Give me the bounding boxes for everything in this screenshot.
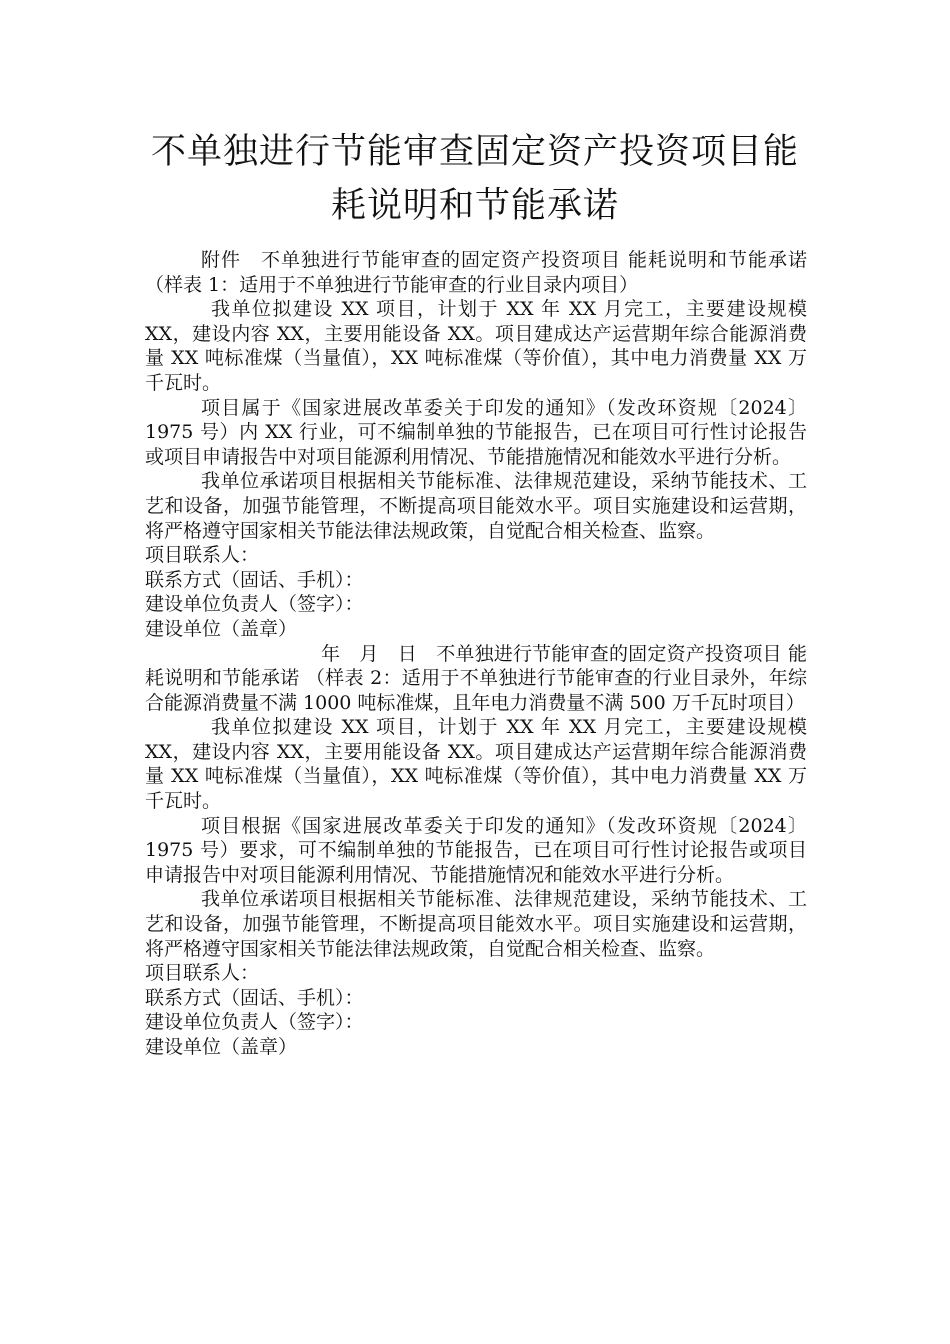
sample1-responsible-signature: 建设单位负责人（签字）：	[145, 593, 364, 616]
sample2-unit-seal: 建设单位（盖章）	[145, 1036, 298, 1058]
sample1-contact-method: 联系方式（固话、手机）：	[145, 568, 364, 591]
document-title-line-1: 不单独进行节能审查固定资产投资项目能	[150, 132, 799, 172]
sample2-heading: 年 月 日 不单独进行节能审查的固定资产投资项目 能耗说明和节能承诺 （样表 2：适用于不单独进行节能审查的行业目录外，年综合能源消费量不满 1000 吨标准煤，且年电力消费量不满 500 万千瓦时项目）	[145, 642, 807, 714]
sample1-paragraph-2: 项目属于《国家进展改革委关于印发的通知》（发改环资规〔2024〕1975 号）内 XX 行业，可不编制单独的节能报告，已在项目可行性讨论报告或项目申请报告中对项目能源利用情况、节能措施情况和能效水平进行分析。	[145, 396, 807, 468]
sample1-paragraph-3: 我单位承诺项目根据相关节能标准、法律规范建设，采纳节能技术、工艺和设备，加强节能管理，不断提高项目能效水平。项目实施建设和运营期，将严格遵守国家相关节能法律法规政策，自觉配合相关检查、监察。	[145, 470, 807, 542]
sample2-paragraph-3: 我单位承诺项目根据相关节能标准、法律规范建设，采纳节能技术、工艺和设备，加强节能管理，不断提高项目能效水平。项目实施建设和运营期，将严格遵守国家相关节能法律法规政策，自觉配合相关检查、监察。	[145, 888, 807, 960]
document-body	[145, 248, 807, 1060]
sample2-contact-person: 项目联系人：	[145, 962, 260, 985]
sample1-heading: 附件 不单独进行节能审查的固定资产投资项目 能耗说明和节能承诺 （样表 1：适用于不单独进行节能审查的行业目录内项目）	[145, 249, 807, 296]
sample1-paragraph-1: 我单位拟建设 XX 项目，计划于 XX 年 XX 月完工，主要建设规模 XX，建设内容 XX，主要用能设备 XX。项目建成达产运营期年综合能源消费量 XX 吨标准煤（当量值），XX 吨标准煤（等价值），其中电力消费量 XX 万千瓦时。	[145, 298, 807, 394]
document-title-line-2: 耗说明和节能承诺	[330, 186, 619, 226]
sample2-paragraph-1: 我单位拟建设 XX 项目，计划于 XX 年 XX 月完工，主要建设规模 XX，建设内容 XX，主要用能设备 XX。项目建成达产运营期年综合能源消费量 XX 吨标准煤（当量值），XX 吨标准煤（等价值），其中电力消费量 XX 万千瓦时。	[145, 716, 807, 813]
sample2-contact-method: 联系方式（固话、手机）：	[145, 986, 364, 1009]
sample1-unit-seal: 建设单位（盖章）	[145, 617, 298, 640]
sample2-responsible-signature: 建设单位负责人（签字）：	[145, 1011, 364, 1034]
sample1-contact-person: 项目联系人：	[145, 544, 260, 567]
sample2-paragraph-2: 项目根据《国家进展改革委关于印发的通知》（发改环资规〔2024〕1975 号）要求，可不编制单独的节能报告，已在项目可行性讨论报告或项目申请报告中对项目能源利用情况、节能措施情况和能效水平进行分析。	[145, 814, 807, 886]
